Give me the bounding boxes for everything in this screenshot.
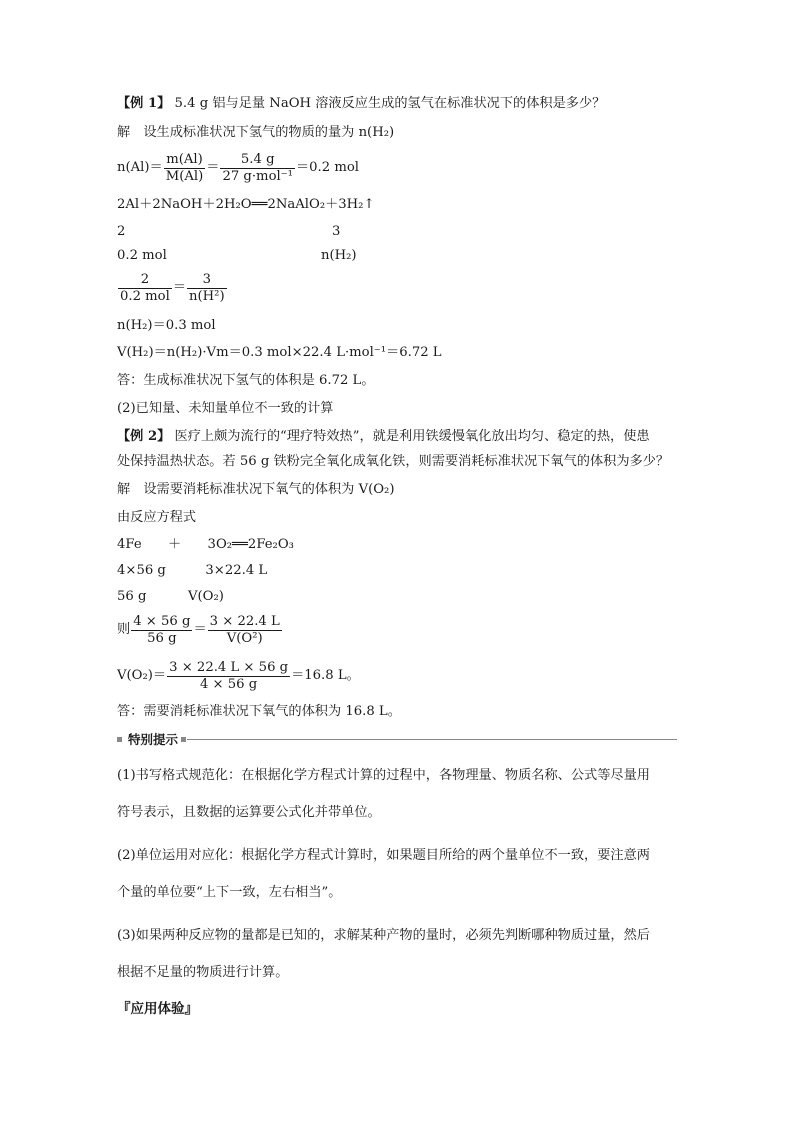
tips-header [117,731,677,749]
example1-question-text: 5.4 g 铝与足量 NaOH 溶液反应生成的氢气在标准状况下的体积是多少？ [174,96,606,111]
ratio-fraction-left: $\frac{2}{\text{0.2 mol}}$ [120,271,170,304]
divider [187,739,677,740]
example2-ratio: 则 $\frac{4 \times 56 g}{56 g}$ ＝ $\frac{3 \times 22.4 L}{\text{V(O²)}}$ [117,613,280,646]
tip1-line2: 符号表示，且数据的运算要公式化并带单位。 [117,805,381,820]
example1-nH2: n(H₂)＝0.3 mol [117,318,216,333]
fraction-mass-over-molar: $\frac{5.4 g}{\text{27 g·mol⁻¹}}$ [222,151,293,184]
volume-fraction: $\frac{3 \times 22.4 L \times 56 g}{4 \times 56 g}$ [169,659,289,692]
example1-answer: 答：生成标准状况下氢气的体积是 6.72 L。 [117,373,375,388]
example2-label: 【例 2】 [117,429,171,444]
ratio-fraction-right: $\frac{3}{\text{n(H²)}}$ [189,271,225,304]
example1-vH2: V(H₂)＝n(H₂)·Vm＝0.3 mol×22.4 L·mol⁻¹＝6.72 L [117,345,442,360]
square-bullet-icon [117,737,122,742]
ratio2-fraction-left: $\frac{4 \times 56 g}{56 g}$ [133,613,191,646]
nAl-lhs: n(Al)＝ [117,160,163,175]
nAl-result: ＝0.2 mol [295,160,359,175]
example1-solution-intro: 解 设生成标准状况下氢气的物质的量为 n(H₂) [117,125,395,140]
example2-question-line1: 【例 2】 医疗上颇为流行的“理疗特效热”，就是利用铁缓慢氧化放出均匀、稳定的热，使患 [117,429,650,444]
example1-nAl-formula: n(Al)＝ $\frac{m(Al)}{M(Al)}$ ＝ $\frac{5.4 g}{\text{27 g·mol⁻¹}}$ ＝0.2 mol [117,151,359,184]
example1-amount-left: 0.2 mol [117,248,167,263]
tip2-line2: 个量的单位要“上下一致，左右相当”。 [117,885,342,900]
tips-title: 特别提示 [128,732,179,747]
ratio2-fraction-right: $\frac{3 \times 22.4 L}{\text{V(O²)}}$ [209,613,280,646]
example1-ratio: $\frac{2}{\text{0.2 mol}}$ ＝ $\frac{3}{\text{n(H²)}}$ [120,271,225,304]
example2-answer: 答：需要消耗标准状况下氧气的体积为 16.8 L。 [117,704,401,719]
fraction-m-over-M: $\frac{m(Al)}{M(Al)}$ [165,151,204,184]
example2-row2: 4×56 g 3×22.4 L [117,563,268,578]
tip2-line1: (2)单位运用对应化：根据化学方程式计算时，如果题目所给的两个量单位不一致，要注意两 [117,848,650,863]
example1-label: 【例 1】 [117,96,171,111]
tip3-line2: 根据不足量的物质进行计算。 [117,965,289,980]
example2-volume: V(O₂)＝ $\frac{3 \times 22.4 L \times 56 g}{4 \times 56 g}$ ＝16.8 L。 [117,659,360,692]
example2-equation: 4Fe ＋ 3O₂══2Fe₂O₃ [117,537,294,552]
example1-question [117,95,605,113]
example2-question-line2: 处保持温热状态。若 56 g 铁粉完全氧化成氧化铁，则需要消耗标准状况下氧气的体积为多少？ [117,454,670,469]
application-heading: 『应用体验』 [117,1001,198,1017]
example1-coef-left: 2 [117,224,126,239]
tip3-line1: (3)如果两种反应物的量都是已知的，求解某种产物的量时，必须先判断哪种物质过量，然后 [117,928,650,943]
example2-row3-right: V(O₂) [188,589,224,604]
example2-solution-intro: 解 设需要消耗标准状况下氧气的体积为 V(O₂) [117,482,395,497]
example1-amount-right: n(H₂) [321,248,357,263]
example1-equation: 2Al＋2NaOH＋2H₂O══2NaAlO₂＋3H₂↑ [117,197,375,212]
tip1-line1: (1)书写格式规范化：在根据化学方程式计算的过程中，各物理量、物质名称、公式等尽量用 [117,768,650,783]
example2-row3-left: 56 g [117,589,147,604]
square-bullet-icon [181,737,186,742]
example1-coef-right: 3 [332,224,341,239]
section2-heading: (2)已知量、未知量单位不一致的计算 [117,401,334,416]
example2-by-equation: 由反应方程式 [117,510,197,525]
